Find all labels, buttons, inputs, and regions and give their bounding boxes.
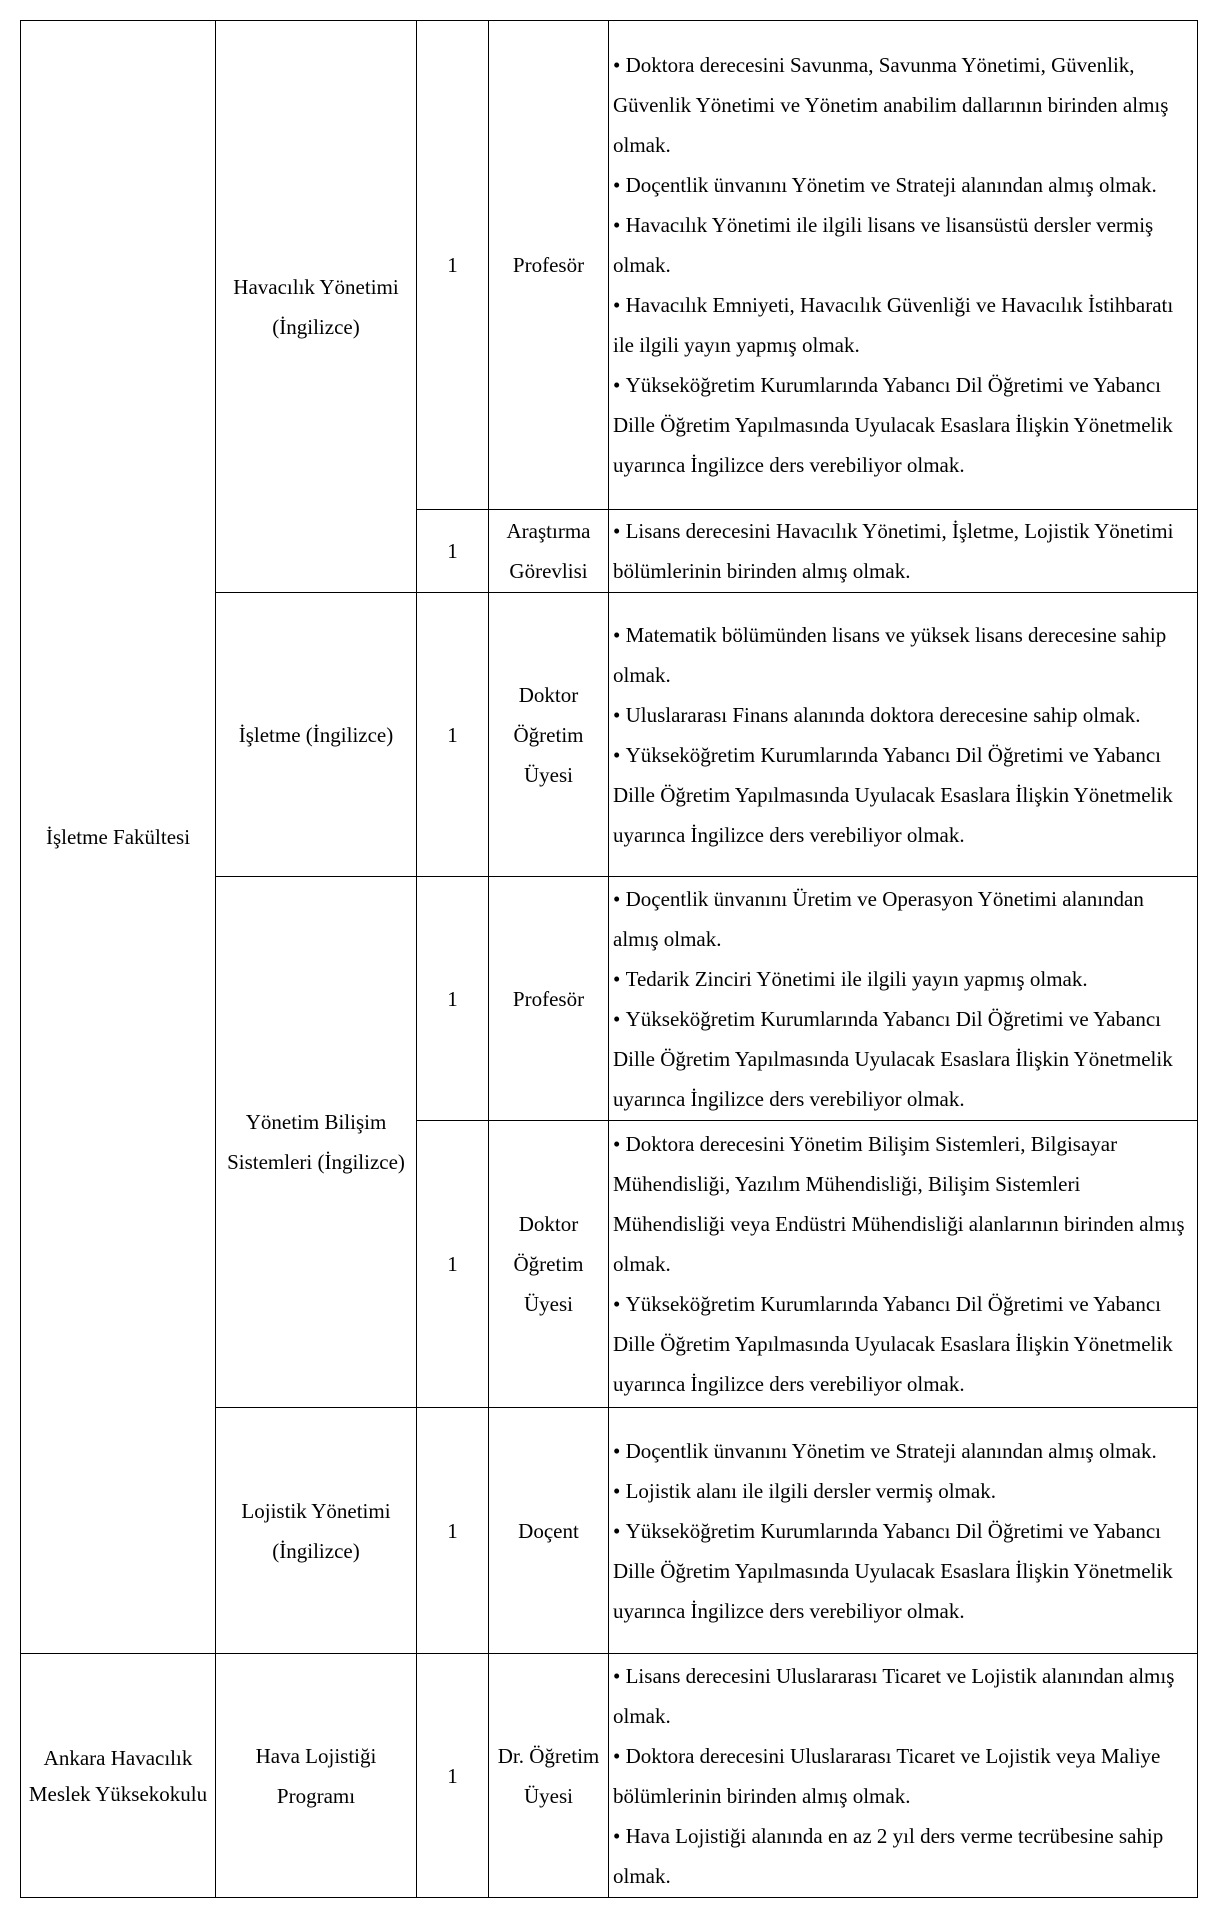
program-cell: Yönetim Bilişim Sistemleri (İngilizce) — [216, 877, 417, 1408]
requirements-cell — [609, 510, 1198, 593]
unit-cell: Ankara Havacılık Meslek Yüksekokulu — [21, 1654, 216, 1898]
title-cell: Dr. Öğretim Üyesi — [489, 1654, 609, 1898]
positions-table — [20, 20, 1198, 1898]
program-cell: Havacılık Yönetimi (İngilizce) — [216, 21, 417, 593]
count-cell: 1 — [417, 1408, 489, 1654]
requirements-cell — [609, 877, 1198, 1121]
title-cell: Doktor Öğretim Üyesi — [489, 1121, 609, 1408]
requirement-item: • Havacılık Emniyeti, Havacılık Güvenliği ve Havacılık İstihbaratı ile ilgili yayın yapmış olmak. — [613, 285, 1193, 365]
count-cell: 1 — [417, 1654, 489, 1898]
requirements-cell — [609, 1408, 1198, 1654]
requirement-item: • Doçentlik ünvanını Yönetim ve Strateji alanından almış olmak. — [613, 1431, 1193, 1471]
requirement-item: • Lojistik alanı ile ilgili dersler vermiş olmak. — [613, 1471, 1193, 1511]
requirement-item: • Hava Lojistiği alanında en az 2 yıl ders verme tecrübesine sahip olmak. — [613, 1816, 1193, 1896]
program-cell: Hava Lojistiği Programı — [216, 1654, 417, 1898]
requirement-item: • Doçentlik ünvanını Yönetim ve Strateji alanından almış olmak. — [613, 165, 1193, 205]
unit-cell: İşletme Fakültesi — [21, 21, 216, 1654]
requirement-item: • Yükseköğretim Kurumlarında Yabancı Dil Öğretimi ve Yabancı Dille Öğretim Yapılmasında Uyulacak Esaslara İlişkin Yönetmelik uyarınca İngilizce ders verebiliyor olmak. — [613, 365, 1193, 485]
requirement-item: • Lisans derecesini Uluslararası Ticaret ve Lojistik alanından almış olmak. — [613, 1656, 1193, 1736]
requirements-cell — [609, 593, 1198, 877]
requirements-cell — [609, 21, 1198, 510]
count-cell: 1 — [417, 593, 489, 877]
requirement-item: • Uluslararası Finans alanında doktora derecesine sahip olmak. — [613, 695, 1193, 735]
count-cell: 1 — [417, 877, 489, 1121]
title-cell: Profesör — [489, 877, 609, 1121]
count-cell: 1 — [417, 21, 489, 510]
requirement-item: • Tedarik Zinciri Yönetimi ile ilgili yayın yapmış olmak. — [613, 959, 1193, 999]
requirement-item: • Doktora derecesini Savunma, Savunma Yönetimi, Güvenlik, Güvenlik Yönetimi ve Yönetim anabilim dallarının birinden almış olmak. — [613, 45, 1193, 165]
requirement-item: • Matematik bölümünden lisans ve yüksek lisans derecesine sahip olmak. — [613, 615, 1193, 695]
title-cell: Doçent — [489, 1408, 609, 1654]
count-cell: 1 — [417, 1121, 489, 1408]
requirement-item: • Havacılık Yönetimi ile ilgili lisans ve lisansüstü dersler vermiş olmak. — [613, 205, 1193, 285]
requirement-item: • Yükseköğretim Kurumlarında Yabancı Dil Öğretimi ve Yabancı Dille Öğretim Yapılmasında Uyulacak Esaslara İlişkin Yönetmelik uyarınca İngilizce ders verebiliyor olmak. — [613, 999, 1193, 1119]
requirement-item: • Yükseköğretim Kurumlarında Yabancı Dil Öğretimi ve Yabancı Dille Öğretim Yapılmasında Uyulacak Esaslara İlişkin Yönetmelik uyarınca İngilizce ders verebiliyor olmak. — [613, 1511, 1193, 1631]
requirement-item: • Doçentlik ünvanını Üretim ve Operasyon Yönetimi alanından almış olmak. — [613, 879, 1193, 959]
requirement-item: • Yükseköğretim Kurumlarında Yabancı Dil Öğretimi ve Yabancı Dille Öğretim Yapılmasında Uyulacak Esaslara İlişkin Yönetmelik uyarınca İngilizce ders verebiliyor olmak. — [613, 735, 1193, 855]
program-cell: Lojistik Yönetimi (İngilizce) — [216, 1408, 417, 1654]
table-row — [21, 1654, 1198, 1898]
title-cell: Doktor Öğretim Üyesi — [489, 593, 609, 877]
title-cell: Araştırma Görevlisi — [489, 510, 609, 593]
requirements-cell — [609, 1654, 1198, 1898]
table-row — [21, 21, 1198, 510]
title-cell: Profesör — [489, 21, 609, 510]
requirement-item: • Lisans derecesini Havacılık Yönetimi, İşletme, Lojistik Yönetimi bölümlerinin birinden almış olmak. — [613, 511, 1193, 591]
requirements-cell — [609, 1121, 1198, 1408]
program-cell: İşletme (İngilizce) — [216, 593, 417, 877]
requirement-item: • Yükseköğretim Kurumlarında Yabancı Dil Öğretimi ve Yabancı Dille Öğretim Yapılmasında Uyulacak Esaslara İlişkin Yönetmelik uyarınca İngilizce ders verebiliyor olmak. — [613, 1284, 1193, 1404]
requirement-item: • Doktora derecesini Yönetim Bilişim Sistemleri, Bilgisayar Mühendisliği, Yazılım Mühendisliği, Bilişim Sistemleri Mühendisliği veya Endüstri Mühendisliği alanlarının birinden almış olmak. — [613, 1124, 1193, 1284]
requirement-item: • Doktora derecesini Uluslararası Ticaret ve Lojistik veya Maliye bölümlerinin birinden almış olmak. — [613, 1736, 1193, 1816]
count-cell: 1 — [417, 510, 489, 593]
